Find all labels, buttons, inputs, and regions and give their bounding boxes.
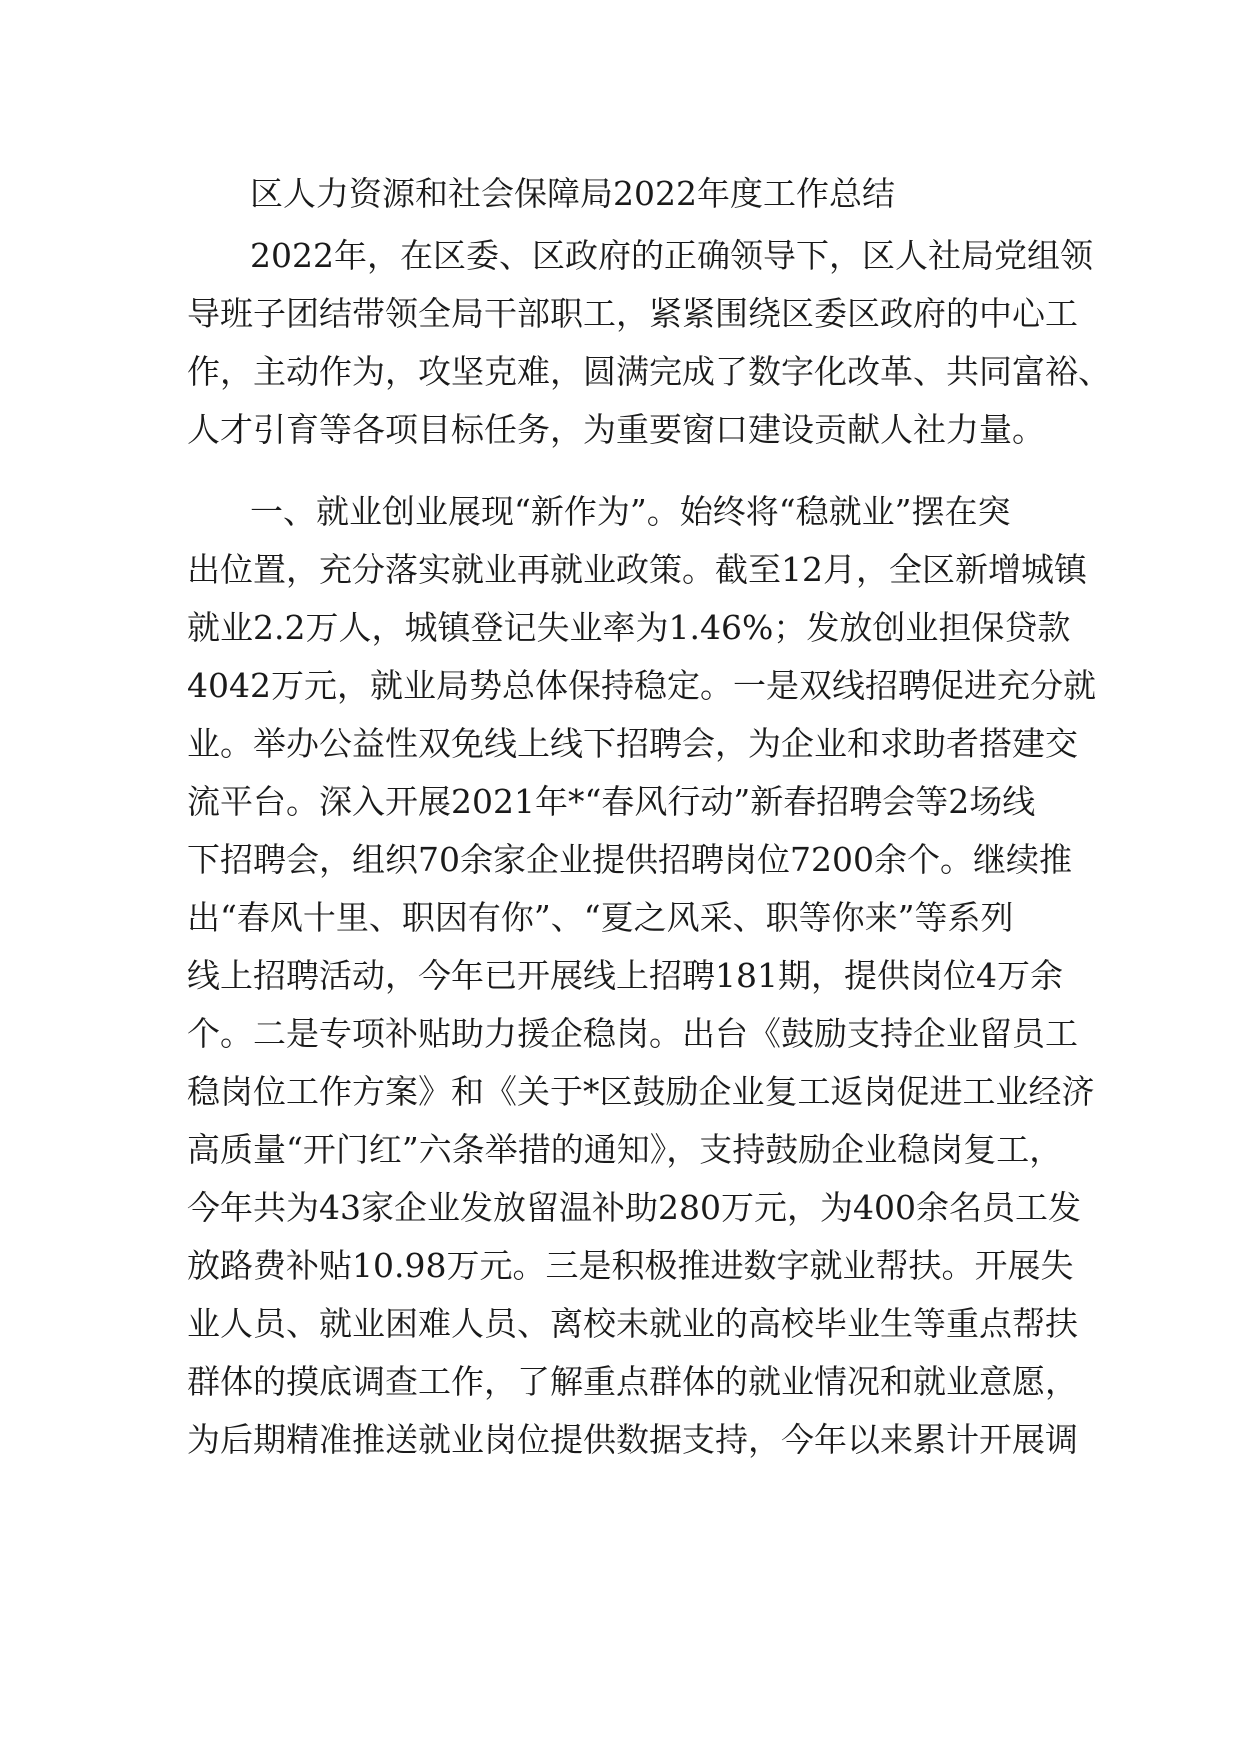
paragraph-2-line-10: 个。二是专项补贴助力援企稳岗。出台《鼓励支持企业留员工	[187, 1014, 1078, 1053]
paragraph-2-line-2: 出位置，充分落实就业再就业政策。截至12月，全区新增城镇	[187, 550, 1087, 589]
paragraph-2-line-11: 稳岗位工作方案》和《关于*区鼓励企业复工返岗促进工业经济	[187, 1072, 1095, 1111]
paragraph-2-line-14: 放路费补贴10.98万元。三是积极推进数字就业帮扶。开展失	[187, 1246, 1074, 1285]
paragraph-2-line-13: 今年共为43家企业发放留温补助280万元，为400余名员工发	[187, 1188, 1081, 1227]
paragraph-2-line-9: 线上招聘活动，今年已开展线上招聘181期，提供岗位4万余	[187, 956, 1063, 995]
paragraph-2-line-6: 流平台。深入开展2021年*“春风行动”新春招聘会等2场线	[187, 782, 1036, 821]
paragraph-1-line-3: 作，主动作为，攻坚克难，圆满完成了数字化改革、共同富裕、	[187, 352, 1111, 391]
paragraph-2-line-5: 业。举办公益性双免线上线下招聘会，为企业和求助者搭建交	[187, 724, 1078, 763]
paragraph-1-line-4: 人才引育等各项目标任务，为重要窗口建设贡献人社力量。	[187, 410, 1045, 449]
paragraph-2-line-4: 4042万元，就业局势总体保持稳定。一是双线招聘促进充分就	[187, 666, 1096, 705]
paragraph-2-line-15: 业人员、就业困难人员、离校未就业的高校毕业生等重点帮扶	[187, 1304, 1078, 1343]
document-title: 区人力资源和社会保障局2022年度工作总结	[250, 174, 895, 213]
paragraph-1-line-1: 2022年，在区委、区政府的正确领导下，区人社局党组领	[250, 236, 1093, 275]
paragraph-2-line-7: 下招聘会，组织70余家企业提供招聘岗位7200余个。继续推	[187, 840, 1072, 879]
paragraph-2-line-3: 就业2.2万人，城镇登记失业率为1.46%；发放创业担保贷款	[187, 608, 1071, 647]
paragraph-1-line-2: 导班子团结带领全局干部职工，紧紧围绕区委区政府的中心工	[187, 294, 1078, 333]
paragraph-2-line-12: 高质量“开门红”六条举措的通知》，支持鼓励企业稳岗复工，	[187, 1130, 1063, 1169]
paragraph-2-line-16: 群体的摸底调查工作，了解重点群体的就业情况和就业意愿，	[187, 1362, 1078, 1401]
paragraph-2-line-8: 出“春风十里、职因有你”、“夏之风采、职等你来”等系列	[187, 898, 1014, 937]
paragraph-2-line-1: 一、就业创业展现“新作为”。始终将“稳就业”摆在突	[250, 492, 1011, 531]
paragraph-2-line-17: 为后期精准推送就业岗位提供数据支持，今年以来累计开展调	[187, 1420, 1078, 1459]
